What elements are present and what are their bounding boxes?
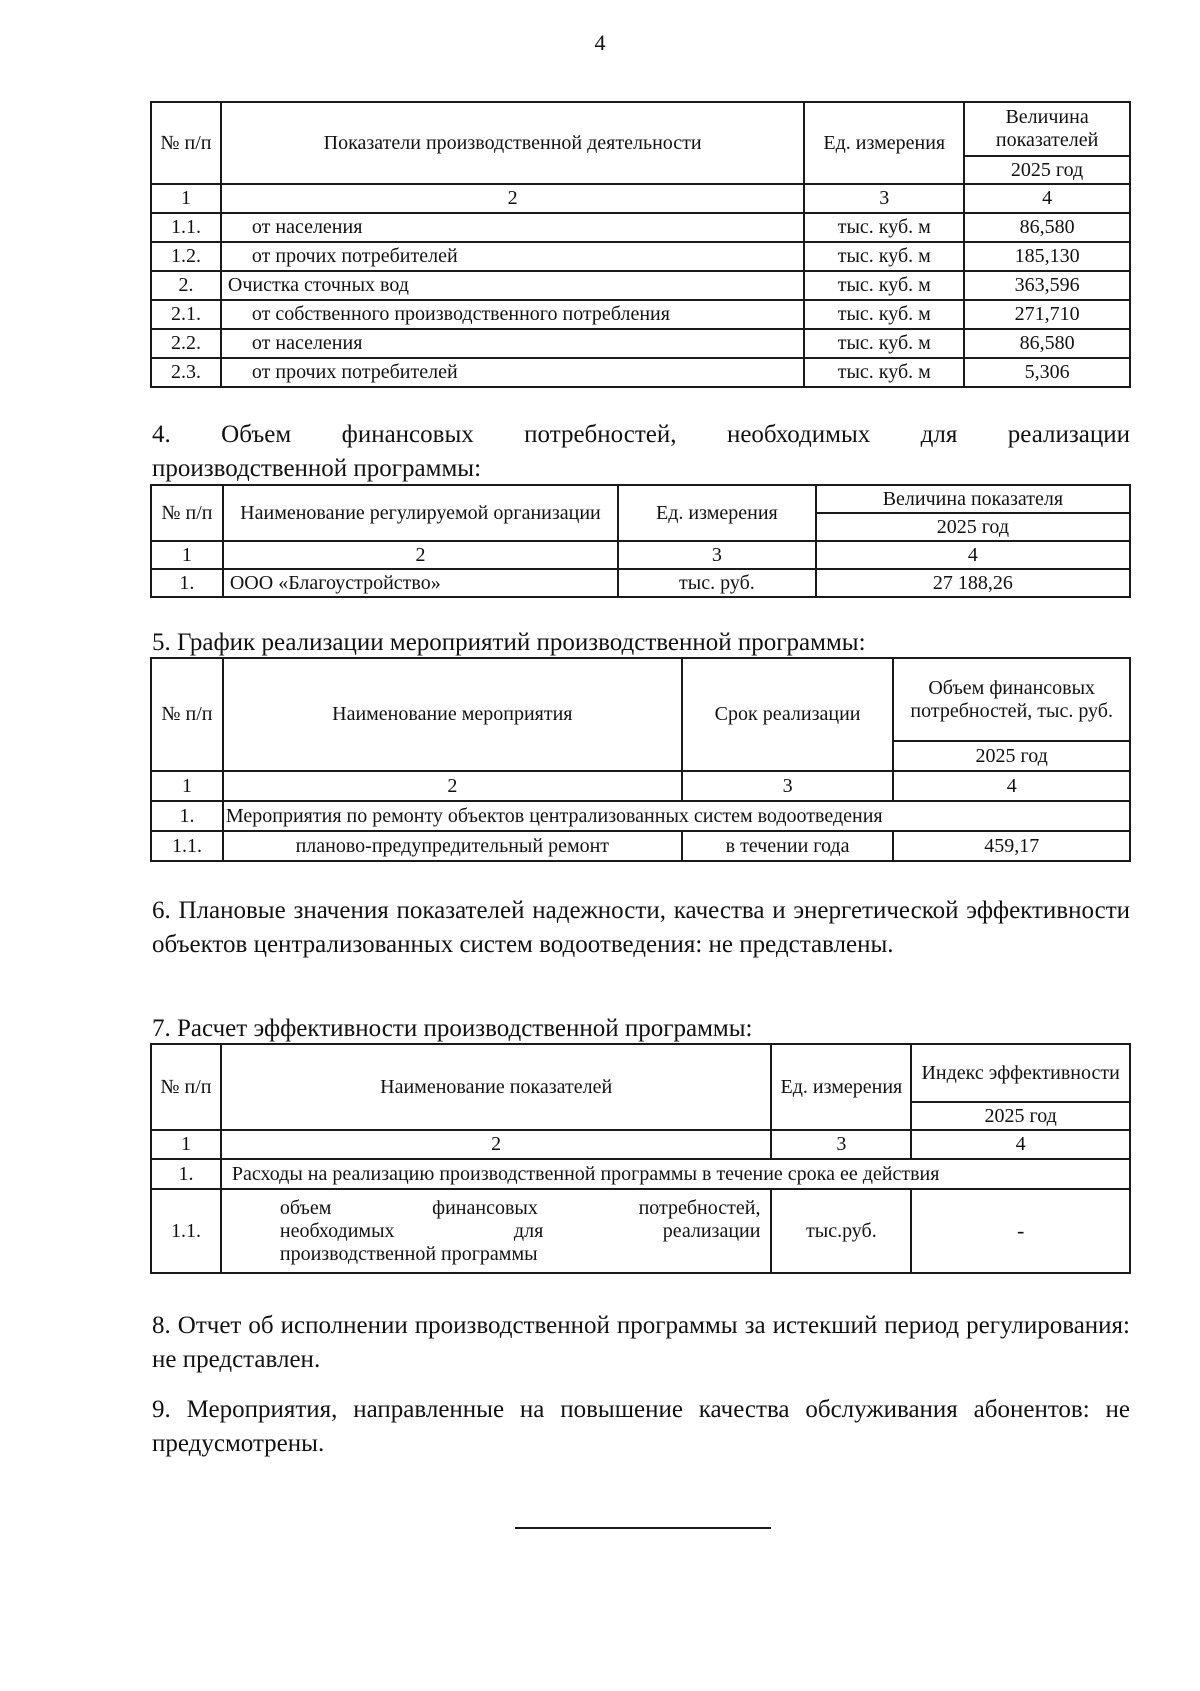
row-name-line3: производственной программы: [279, 1242, 538, 1265]
column-number-row: [151, 1130, 1130, 1159]
row-org-name: ООО «Благоустройство»: [223, 569, 618, 597]
column-number: 2: [221, 184, 805, 213]
table-group-row: [151, 1159, 1130, 1189]
end-divider: [515, 1527, 771, 1529]
row-value: 459,17: [893, 831, 1130, 861]
row-num: 1.: [151, 569, 223, 597]
row-unit: тыс. куб. м: [804, 242, 964, 271]
header-num: № п/п: [151, 102, 221, 184]
column-number: 2: [223, 771, 682, 801]
group-text: Мероприятия по ремонту объектов централизованных систем водоотведения: [223, 801, 1130, 831]
efficiency-table: [150, 1043, 1131, 1274]
row-name: от населения: [221, 213, 805, 242]
group-num: 1.: [151, 801, 223, 831]
row-unit: тыс.руб.: [771, 1189, 911, 1273]
header-financial-volume: Объем финансовых потребностей, тыс. руб.: [893, 658, 1130, 741]
row-unit: тыс. куб. м: [804, 329, 964, 358]
row-unit: тыс. руб.: [618, 569, 816, 597]
column-number: 2: [223, 541, 618, 569]
row-unit: тыс. куб. м: [804, 213, 964, 242]
column-number: 4: [964, 184, 1130, 213]
financial-needs-table: [150, 484, 1131, 598]
row-num: 1.1.: [151, 213, 221, 242]
header-unit: Ед. измерения: [771, 1044, 911, 1130]
header-activity-name: Наименование мероприятия: [223, 658, 682, 771]
column-number: 1: [151, 1130, 221, 1159]
column-number: 3: [618, 541, 816, 569]
row-num: 2.2.: [151, 329, 221, 358]
row-num: 2.: [151, 271, 221, 300]
column-number: 3: [682, 771, 894, 801]
row-value: -: [911, 1189, 1130, 1273]
row-num: 1.1.: [151, 1189, 221, 1273]
header-year: 2025 год: [816, 513, 1130, 541]
table-group-row: [151, 801, 1130, 831]
row-num: 1.1.: [151, 831, 223, 861]
column-number: 2: [221, 1130, 772, 1159]
header-num: № п/п: [151, 658, 223, 771]
row-indicator-name: [221, 1189, 772, 1273]
section-9-paragraph: 9. Мероприятия, направленные на повышение качества обслуживания абонентов: не предусмотрены.: [152, 1396, 1130, 1457]
row-value: 271,710: [964, 300, 1130, 329]
column-number: 1: [151, 771, 223, 801]
header-num: № п/п: [151, 485, 223, 541]
row-name: от собственного производственного потребления: [221, 300, 805, 329]
schedule-table: [150, 657, 1131, 862]
table-row: [151, 271, 1130, 300]
column-number: 1: [151, 541, 223, 569]
row-term: в течении года: [682, 831, 894, 861]
row-value: 5,306: [964, 358, 1130, 387]
header-unit: Ед. измерения: [618, 485, 816, 541]
group-num: 1.: [151, 1159, 221, 1189]
header-year: 2025 год: [964, 156, 1130, 184]
column-number-row: [151, 771, 1130, 801]
header-unit: Ед. измерения: [804, 102, 964, 184]
row-unit: тыс. куб. м: [804, 300, 964, 329]
table-row: [151, 213, 1130, 242]
section-7-heading: 7. Расчет эффективности производственной программы:: [152, 1015, 753, 1042]
production-indicators-table: [150, 101, 1131, 388]
row-value: 363,596: [964, 271, 1130, 300]
header-year: 2025 год: [911, 1102, 1130, 1130]
header-value: Величина показателя: [816, 485, 1130, 513]
column-number: 3: [771, 1130, 911, 1159]
row-value: 27 188,26: [816, 569, 1130, 597]
row-name-line1: объем финансовых потребностей,: [279, 1196, 761, 1219]
table-row: [151, 358, 1130, 387]
group-text: Расходы на реализацию производственной программы в течение срока ее действия: [221, 1159, 1130, 1189]
header-indicator-name: Показатели производственной деятельности: [221, 102, 805, 184]
header-year: 2025 год: [893, 741, 1130, 771]
row-num: 2.3.: [151, 358, 221, 387]
row-name-line2: необходимых для реализации: [279, 1219, 761, 1242]
section-6-paragraph: 6. Плановые значения показателей надежности, качества и энергетической эффективности объектов централизованных систем водоотведения: не представлены.: [152, 897, 1130, 958]
row-value: 185,130: [964, 242, 1130, 271]
row-value: 86,580: [964, 329, 1130, 358]
column-number: 4: [816, 541, 1130, 569]
column-number: 4: [911, 1130, 1130, 1159]
section-5-heading: 5. График реализации мероприятий производственной программы:: [152, 629, 866, 656]
row-name: Очистка сточных вод: [221, 271, 805, 300]
column-number: 3: [804, 184, 964, 213]
table-row: [151, 329, 1130, 358]
table-row: [151, 569, 1130, 597]
row-name: от прочих потребителей: [221, 358, 805, 387]
table-row: [151, 242, 1130, 271]
header-efficiency-index: Индекс эффективности: [911, 1044, 1130, 1102]
table-row: [151, 831, 1130, 861]
column-number: 1: [151, 184, 221, 213]
table-row: [151, 300, 1130, 329]
page-number: 4: [594, 30, 606, 55]
header-term: Срок реализации: [682, 658, 894, 771]
header-value: Величина показателей: [964, 102, 1130, 156]
row-name: от прочих потребителей: [221, 242, 805, 271]
row-value: 86,580: [964, 213, 1130, 242]
table-row: [151, 1189, 1130, 1273]
row-unit: тыс. куб. м: [804, 271, 964, 300]
section-4-heading-line1: 4. Объем финансовых потребностей, необходимых для реализации: [152, 421, 1130, 448]
row-name: от населения: [221, 329, 805, 358]
column-number-row: [151, 184, 1130, 213]
column-number: 4: [893, 771, 1130, 801]
row-num: 1.2.: [151, 242, 221, 271]
row-unit: тыс. куб. м: [804, 358, 964, 387]
column-number-row: [151, 541, 1130, 569]
section-8-paragraph: 8. Отчет об исполнении производственной программы за истекший период регулирования: не представлен.: [152, 1312, 1130, 1373]
header-org-name: Наименование регулируемой организации: [223, 485, 618, 541]
section-4-heading-line2: производственной программы:: [152, 455, 482, 482]
row-activity-name: планово-предупредительный ремонт: [223, 831, 682, 861]
header-indicator-name: Наименование показателей: [221, 1044, 772, 1130]
header-num: № п/п: [151, 1044, 221, 1130]
row-num: 2.1.: [151, 300, 221, 329]
